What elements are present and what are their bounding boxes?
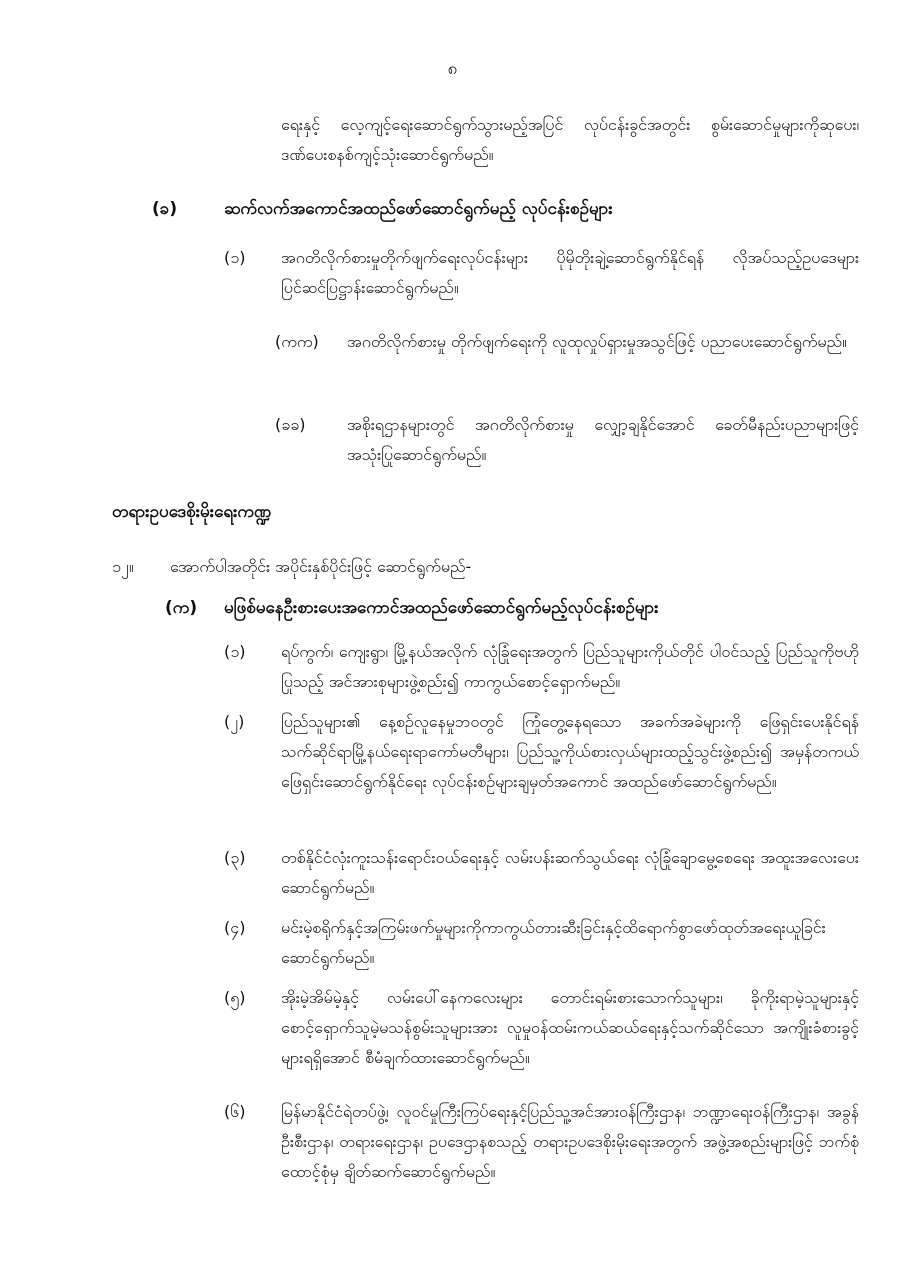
section-ka-heading: မဖြစ်မနေဦးစားပေးအကောင်အထည်ဖော်ဆောင်ရွက်မည့်လုပ်ငန်းစဉ်များ (224, 598, 659, 618)
section-ka-item6-text: မြန်မာနိုင်ငံရဲတပ်ဖွဲ့၊ လူဝင်မှုကြီးကြပ်ရေးနှင့်ပြည်သူ့အင်အားဝန်ကြီးဌာန၊ ဘဏ္ဍာရေးဝန်ကြီးဌာန၊ အခွန်ဦးစီးဌာန၊ တရားရေးဌာန၊ ဥပဒေဌာနစသည့် တရားဥပဒေစိုးမိုးရေးအတွက် အဖွဲ့အစည်းများဖြင့် ဘက်စုံထောင့်စုံမှ ချိတ်ဆက်ဆောင်ရွက်မည်။ (281, 1102, 859, 1181)
section-ka-item3-marker: (၃) (224, 848, 246, 867)
section-ka-item5-marker: (၅) (224, 988, 246, 1007)
page-number: ၈ (447, 59, 458, 79)
section-ka-item4-marker: (၄) (224, 918, 246, 937)
continuation-paragraph: ရေးနှင့် လေ့ကျင့်ရေးဆောင်ရွက်သွားမည့်အပြင် လုပ်ငန်းခွင်အတွင်း စွမ်းဆောင်မှုများကိုဆုပေး၊ ဒဏ်ပေးစနစ်ကျင့်သုံးဆောင်ရွက်မည်။ (281, 115, 859, 164)
section-b-subitem-kh-text: အစိုးရဌာနများတွင် အဂတိလိုက်စားမှု လျှော့ချနိုင်အောင် ခေတ်မီနည်းပညာများဖြင့် အသုံးပြုဆောင်ရွက်မည်။ (347, 415, 859, 464)
section-b-subitem-kk-text: အဂတိလိုက်စားမှု တိုက်ဖျက်ရေးကို လူထုလှုပ်ရှားမှုအသွင်ဖြင့် ပညာပေးဆောင်ရွက်မည်။ (347, 332, 847, 351)
paragraph-12-marker: ၁၂။ (112, 557, 134, 576)
section-b-subitem-kk-marker: (ကက) (275, 332, 319, 351)
section-ka-item4-text: မင်းမဲ့စရိုက်နှင့်အကြမ်းဖက်မှုများကိုကာကွယ်တားဆီးခြင်းနှင့်ထိရောက်စွာဖော်ထုတ်အရေးယူခြင်းဆောင်ရွက်မည်။ (281, 918, 826, 967)
section-ka-item1-marker: (၁) (224, 642, 246, 661)
section-ka-item6-marker: (၆) (224, 1102, 246, 1121)
section-b-marker: (ခ) (152, 199, 178, 219)
section-ka-item2-marker: (၂) (224, 712, 245, 731)
section-b-subitem-kh-marker: (ခခ) (275, 415, 306, 434)
section-b-item1-text: အဂတိလိုက်စားမှုတိုက်ဖျက်ရေးလုပ်ငန်းများ ပိုမိုတိုးချဲ့ဆောင်ရွက်နိုင်ရန် လိုအပ်သည့်ဥပဒေများ ပြင်ဆင်ပြဋ္ဌာန်းဆောင်ရွက်မည်။ (281, 248, 859, 297)
section-ka-item5-text: အိုးမဲ့အိမ်မဲ့နှင့် လမ်းပေါ်နေကလေးများ တောင်းရမ်းစားသောက်သူများ၊ ခိုကိုးရာမဲ့သူများနှင့် စောင့်ရှောက်သူမဲ့မသန်စွမ်းသူများအား လူမှုဝန်ထမ်းကယ်ဆယ်ရေးနှင့်သက်ဆိုင်သော အကျိုးခံစားခွင့်များရရှိအောင် စီမံချက်ထားဆောင်ရွက်မည်။ (281, 988, 859, 1067)
section-ka-marker: (က) (165, 598, 198, 618)
section-ka-item3-text: တစ်နိုင်ငံလုံးကူးသန်းရောင်းဝယ်ရေးနှင့် လမ်းပန်းဆက်သွယ်ရေး လုံခြုံချောမွေ့စေရေး အထူးအလေးပေးဆောင်ရွက်မည်။ (281, 848, 859, 897)
rule-of-law-heading: တရားဥပဒေစိုးမိုးရေးကဏ္ဍ (112, 502, 272, 522)
section-b-heading: ဆက်လက်အကောင်အထည်ဖော်ဆောင်ရွက်မည့် လုပ်ငန်းစဉ်များ (224, 199, 613, 219)
section-ka-item2-text: ပြည်သူများ၏ နေ့စဉ်လူနေမှုဘဝတွင် ကြုံတွေ့နေရသော အခက်အခဲများကို ဖြေရှင်းပေးနိုင်ရန်သက်ဆိုင်ရာမြို့နယ်ရေးရာကော်မတီများ၊ ပြည်သူ့ကိုယ်စားလှယ်များထည့်သွင်းဖွဲ့စည်း၍ အမှန်တကယ်ဖြေရှင်းဆောင်ရွက်နိုင်ရေး လုပ်ငန်းစဉ်များချမှတ်အကောင် အထည်ဖော်ဆောင်ရွက်မည်။ (281, 712, 859, 791)
paragraph-12-text: အောက်ပါအတိုင်း အပိုင်းနှစ်ပိုင်းဖြင့် ဆောင်ရွက်မည်- (170, 557, 472, 576)
section-b-item1-marker: (၁) (224, 248, 246, 267)
section-ka-item1-text: ရပ်ကွက်၊ ကျေးရွာ၊ မြို့နယ်အလိုက် လုံခြုံရေးအတွက် ပြည်သူများကိုယ်တိုင် ပါဝင်သည့် ပြည်သူကိုဗဟိုပြုသည့် အင်အားစုများဖွဲ့စည်း၍ ကာကွယ်စောင့်ရှောက်မည်။ (281, 642, 859, 691)
